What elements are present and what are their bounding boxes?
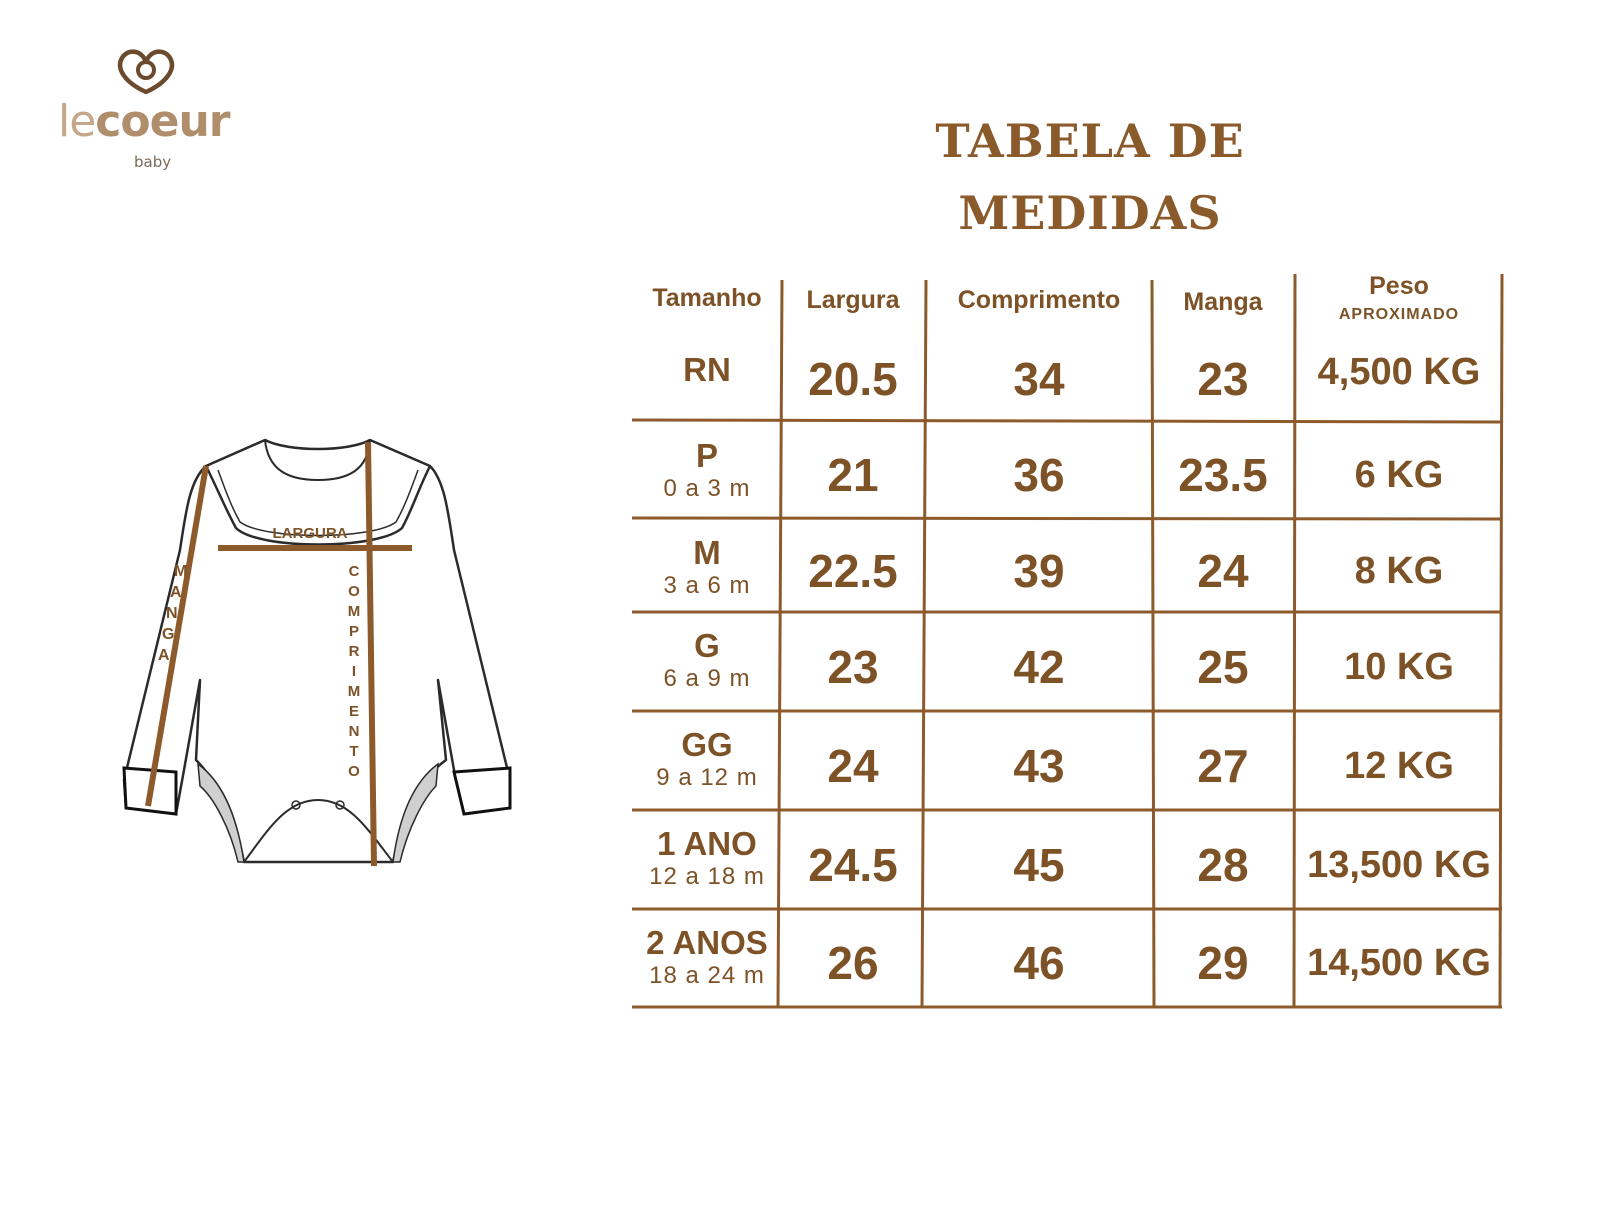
age-range-label: 0 a 3 m	[663, 475, 751, 502]
svg-text:N: N	[348, 723, 360, 740]
svg-text:E: E	[348, 703, 360, 720]
title-line-2: MEDIDAS	[958, 186, 1222, 240]
largura-value: 22.5	[808, 545, 898, 597]
size-cell	[634, 925, 780, 991]
svg-text:M: M	[174, 563, 188, 580]
svg-text:O: O	[348, 583, 360, 600]
age-range-label: 18 a 24 m	[649, 962, 765, 989]
logo-wordmark: lecoeur	[58, 96, 230, 147]
size-cell	[634, 628, 780, 694]
size-label: M	[693, 534, 721, 571]
comprimento-value: 39	[1013, 545, 1065, 597]
svg-text:O: O	[348, 763, 360, 780]
svg-text:T: T	[349, 743, 359, 760]
comprimento-value: 46	[1013, 937, 1065, 989]
largura-value: 23	[827, 641, 879, 693]
page-title	[880, 105, 1300, 249]
manga-value: 27	[1197, 740, 1249, 792]
header-peso: Peso	[1369, 272, 1429, 300]
size-label: 1 ANO	[657, 825, 757, 862]
age-range-label: 12 a 18 m	[649, 863, 765, 890]
peso-value: 13,500 KG	[1307, 844, 1491, 886]
manga-value: 23	[1197, 353, 1249, 405]
peso-value: 6 KG	[1354, 454, 1444, 496]
manga-value: 28	[1197, 839, 1249, 891]
age-range-label: 9 a 12 m	[656, 764, 758, 791]
comprimento-value: 45	[1013, 839, 1065, 891]
comprimento-value: 43	[1013, 740, 1065, 792]
size-cell	[634, 352, 780, 388]
row-line	[632, 518, 1502, 519]
svg-text:A: A	[158, 647, 170, 664]
largura-value: 24	[827, 740, 879, 792]
heart-logo-icon	[114, 48, 178, 98]
manga-value: 23.5	[1178, 449, 1268, 501]
manga-value: 24	[1197, 545, 1249, 597]
size-cell	[634, 826, 780, 892]
comprimento-value: 42	[1013, 641, 1065, 693]
header-manga: Manga	[1183, 288, 1263, 316]
bodysuit-illustration	[118, 430, 528, 880]
right-cuff	[454, 768, 510, 814]
size-label: 2 ANOS	[646, 924, 768, 961]
size-label: G	[694, 627, 720, 664]
svg-text:C: C	[348, 563, 360, 580]
comprimento-value: 34	[1013, 353, 1065, 405]
age-range-label: 6 a 9 m	[663, 665, 751, 692]
bodysuit-outline	[124, 440, 510, 862]
largura-value: 24.5	[808, 839, 898, 891]
age-range-label: 3 a 6 m	[663, 572, 751, 599]
column-line	[1294, 274, 1295, 1007]
svg-text:I: I	[351, 663, 357, 680]
header-tamanho: Tamanho	[652, 284, 762, 312]
largura-value: 20.5	[808, 353, 898, 405]
svg-text:P: P	[348, 623, 360, 640]
svg-text:M: M	[347, 603, 361, 620]
size-cell	[634, 535, 780, 601]
svg-text:N: N	[166, 605, 178, 622]
size-label: P	[695, 437, 718, 474]
peso-value: 10 KG	[1344, 646, 1454, 688]
header-peso-sub: APROXIMADO	[1338, 306, 1460, 323]
svg-text:M: M	[347, 683, 361, 700]
largura-label: LARGURA	[272, 525, 348, 542]
largura-value: 21	[827, 449, 879, 501]
svg-text:G: G	[162, 626, 175, 643]
peso-value: 14,500 KG	[1307, 942, 1491, 984]
svg-text:R: R	[348, 643, 360, 660]
header-largura: Largura	[806, 286, 900, 314]
size-label: GG	[681, 726, 733, 763]
svg-text:A: A	[170, 584, 182, 601]
manga-value: 29	[1197, 937, 1249, 989]
header-comprimento: Comprimento	[957, 286, 1121, 314]
size-cell	[634, 438, 780, 504]
comprimento-value: 36	[1013, 449, 1065, 501]
title-line-1: TABELA DE	[935, 114, 1245, 168]
row-line	[632, 420, 1502, 422]
size-label: RN	[683, 351, 731, 388]
peso-value: 4,500 KG	[1317, 351, 1481, 393]
peso-value: 8 KG	[1354, 550, 1444, 592]
largura-value: 26	[827, 937, 879, 989]
manga-value: 25	[1197, 641, 1249, 693]
logo-subtitle: baby	[134, 153, 172, 171]
peso-value: 12 KG	[1344, 745, 1454, 787]
size-cell	[634, 727, 780, 793]
brand-logo	[58, 48, 258, 178]
